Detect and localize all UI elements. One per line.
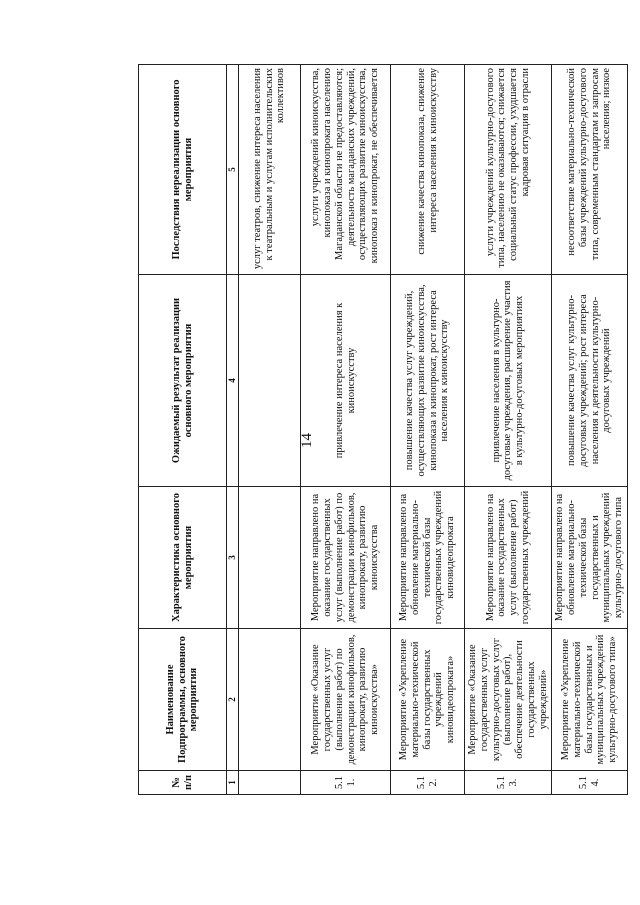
page-number: 14 [299,433,315,448]
cell-empty [239,771,301,795]
cell-name: Мероприятие «Оказание государственных услуг культурно-досуговых услуг (выполнение работ), обеспечение деятельности государственных учреждений» [465,629,552,771]
column-number: 3 [227,487,239,629]
column-number: 1 [227,771,239,795]
cell-characteristic: Мероприятие направлено на обновление материально-технической базы государственных учреждений киновидеопроката [391,487,465,629]
cell-consequence: снижение качества кинопоказа, снижение интереса населения к киноискусству [391,65,465,275]
cell-characteristic: Мероприятие направлено на оказание государственных услуг (выполнение работ) государственных учреждений [465,487,552,629]
header-consequence: Последствия нереализации основного мероприятия [139,65,227,275]
continuation-row [239,65,301,795]
cell-number: 5.13. [465,771,552,795]
table-row [301,65,391,795]
cell-name: Мероприятие «Укрепление материально-технической базы государственных учреждений киновидеопроката» [391,629,465,771]
measures-table [138,64,628,795]
cell-consequence: услуги учреждений культурно-досугового типа, населению не оказываются; снижается социальный статус профессии, ухудшается кадровая ситуация в отрасли [465,65,552,275]
table-row [465,65,552,795]
cell-result: привлечение населения в культурно-досуговые учреждения, расширение участия в культурно-досуговых мероприятиях [465,275,552,487]
cell-consequence: услуги учреждений киноискусства, кинопоказа и кинопроката населению Магаданской области не предоставляются; деятельность магаданских учреждений, осуществляющих развитие киноискусства, кинопоказ и кинопрокат, не обеспечивается [301,65,391,275]
header-name: Наименование Подпрограммы, основного мероприятия [139,629,227,771]
column-number: 5 [227,65,239,275]
cell-name: Мероприятие «Укрепление материально-технической базы государственных и муниципальных учреждений культурно-досугового типа» [552,629,628,771]
cell-characteristic: Мероприятие направлено на обновление материально-технической базы государственных и муниципальных учреждений культурно-досугового типа [552,487,628,629]
cell-result: повышение качества услуг учреждений, осуществляющих развитие киноискусства, кинопоказа и кинопрокат, рост интереса населения к киноискусству [391,275,465,487]
cell-consequence: несоответствие материально-технической базы учреждений культурно-досугового типа, современным стандартам и запросам населения; низкое [552,65,628,275]
measures-table-frame [138,65,624,795]
column-number-row [227,65,239,795]
cell-number: 5.14. [552,771,628,795]
header-characteristic: Характеристика основного мероприятия [139,487,227,629]
cell-name: Мероприятие «Оказание государственных услуг (выполнение работ) по демонстрации кинофильмов, кинопрокату, развитию киноискусства» [301,629,391,771]
cell-empty [239,629,301,771]
cell-empty [239,487,301,629]
header-result: Ожидаемый результат реализации основного мероприятия [139,275,227,487]
column-number: 4 [227,275,239,487]
cell-characteristic: Мероприятие направлено на оказание государственных услуг (выполнение работ) по демонстрации кинофильмов, кинопрокату, развитию киноискусства [301,487,391,629]
cell-number: 5.11. [301,771,391,795]
table-header-row [139,65,227,795]
cell-empty [239,275,301,487]
table-row [391,65,465,795]
cell-result: привлечение интереса населения к киноискусству [301,275,391,487]
header-number: № п/п [139,771,227,795]
cell-number: 5.12. [391,771,465,795]
cell-consequence: услуг театров, снижение интереса населения к театральным и услугам исполнительских коллективов [239,65,301,275]
table-row [552,65,628,795]
cell-result: повышение качества услуг культурно-досуговых учреждений; рост интереса населения к деятельности культурно-досуговых учреждений [552,275,628,487]
column-number: 2 [227,629,239,771]
